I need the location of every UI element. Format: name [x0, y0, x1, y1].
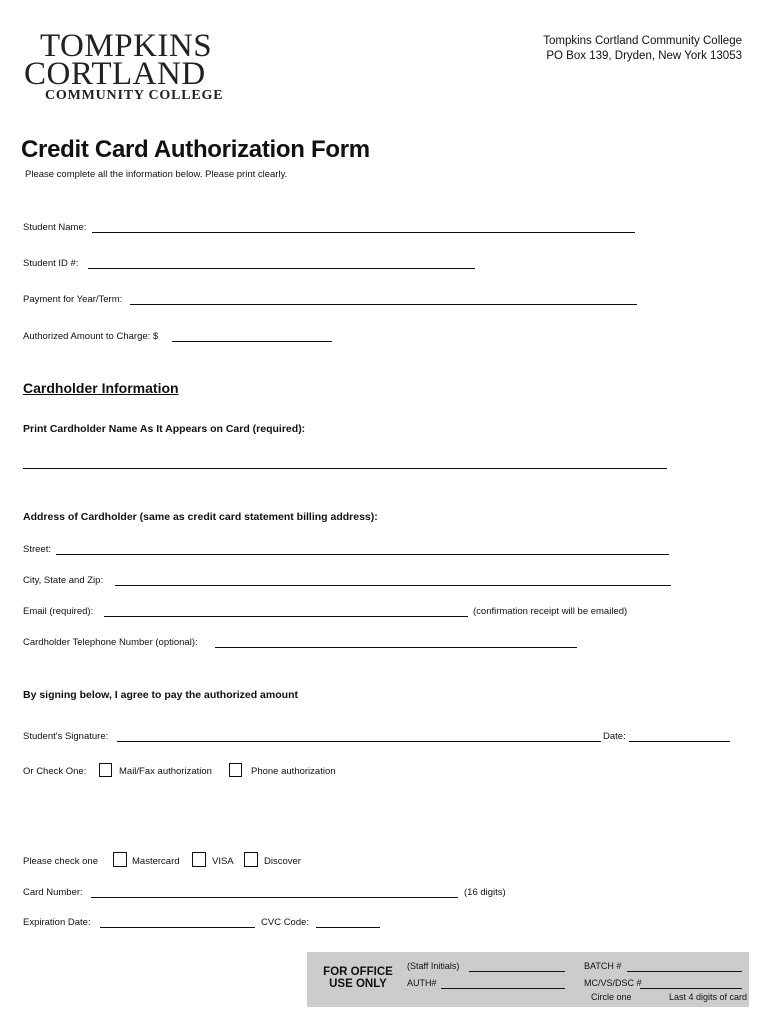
- card-number-label: Card Number:: [23, 887, 83, 898]
- student-signature-field[interactable]: [117, 741, 601, 742]
- mail-fax-label: Mail/Fax authorization: [119, 766, 212, 777]
- amount-label: Authorized Amount to Charge: $: [23, 331, 159, 342]
- expiration-field[interactable]: [100, 927, 255, 928]
- circle-one-note: Circle one: [591, 992, 632, 1002]
- city-state-zip-field[interactable]: [115, 585, 671, 586]
- discover-label: Discover: [264, 856, 301, 867]
- date-label: Date:: [603, 731, 626, 742]
- discover-checkbox[interactable]: [244, 852, 258, 867]
- staff-initials-label: (Staff Initials): [407, 961, 460, 971]
- phone-field[interactable]: [215, 647, 577, 648]
- logo-line-1: TOMPKINS: [40, 28, 213, 64]
- street-field[interactable]: [56, 554, 669, 555]
- office-use-heading-2: USE ONLY: [329, 978, 387, 990]
- auth-field[interactable]: [441, 988, 565, 989]
- mc-vs-dsc-label: MC/VS/DSC #: [584, 978, 642, 988]
- mc-vs-dsc-field[interactable]: [640, 988, 742, 989]
- visa-checkbox[interactable]: [192, 852, 206, 867]
- phone-auth-label: Phone authorization: [251, 766, 336, 777]
- street-label: Street:: [23, 544, 51, 555]
- auth-label: AUTH#: [407, 978, 437, 988]
- cvc-label: CVC Code:: [261, 917, 310, 928]
- batch-field[interactable]: [627, 971, 742, 972]
- or-check-one-label: Or Check One:: [23, 766, 87, 777]
- college-logo: [24, 30, 234, 105]
- payment-term-field[interactable]: [130, 304, 637, 305]
- cardholder-name-field[interactable]: [23, 468, 667, 469]
- mastercard-label: Mastercard: [132, 856, 180, 867]
- student-name-label: Student Name:: [23, 222, 87, 233]
- amount-field[interactable]: [172, 341, 332, 342]
- logo-line-3: COMMUNITY COLLEGE: [45, 88, 224, 103]
- student-id-label: Student ID #:: [23, 258, 79, 269]
- college-address-line-2: PO Box 139, Dryden, New York 13053: [546, 50, 742, 62]
- mail-fax-checkbox[interactable]: [99, 763, 112, 777]
- expiration-label: Expiration Date:: [23, 917, 91, 928]
- date-field[interactable]: [629, 741, 730, 742]
- staff-initials-field[interactable]: [469, 971, 565, 972]
- form-title: Credit Card Authorization Form: [21, 136, 370, 163]
- cardholder-address-heading: Address of Cardholder (same as credit card statement billing address):: [23, 511, 378, 523]
- card-check-one-label: Please check one: [23, 856, 98, 867]
- cvc-field[interactable]: [316, 927, 380, 928]
- student-name-field[interactable]: [92, 232, 635, 233]
- mastercard-checkbox[interactable]: [113, 852, 127, 867]
- college-address-line-1: Tompkins Cortland Community College: [543, 35, 742, 47]
- agree-statement: By signing below, I agree to pay the authorized amount: [23, 689, 298, 701]
- visa-label: VISA: [212, 856, 234, 867]
- form-instructions: Please complete all the information below. Please print clearly.: [25, 169, 288, 180]
- card-digits-note: (16 digits): [464, 887, 506, 898]
- card-number-field[interactable]: [91, 897, 458, 898]
- office-use-box: [307, 952, 749, 1007]
- last-4-digits-note: Last 4 digits of card: [669, 992, 748, 1002]
- email-field[interactable]: [104, 616, 468, 617]
- phone-auth-checkbox[interactable]: [229, 763, 242, 777]
- student-signature-label: Student's Signature:: [23, 731, 109, 742]
- phone-label: Cardholder Telephone Number (optional):: [23, 637, 198, 648]
- email-label: Email (required):: [23, 606, 94, 617]
- logo-line-2: CORTLAND: [24, 56, 206, 92]
- city-state-zip-label: City, State and Zip:: [23, 575, 104, 586]
- cardholder-heading: Cardholder Information: [23, 380, 179, 396]
- cardholder-name-label: Print Cardholder Name As It Appears on Card (required):: [23, 423, 306, 435]
- student-id-field[interactable]: [88, 268, 475, 269]
- email-note: (confirmation receipt will be emailed): [473, 606, 628, 617]
- batch-label: BATCH #: [584, 961, 622, 971]
- office-use-heading-1: FOR OFFICE: [323, 966, 393, 978]
- payment-term-label: Payment for Year/Term:: [23, 294, 123, 305]
